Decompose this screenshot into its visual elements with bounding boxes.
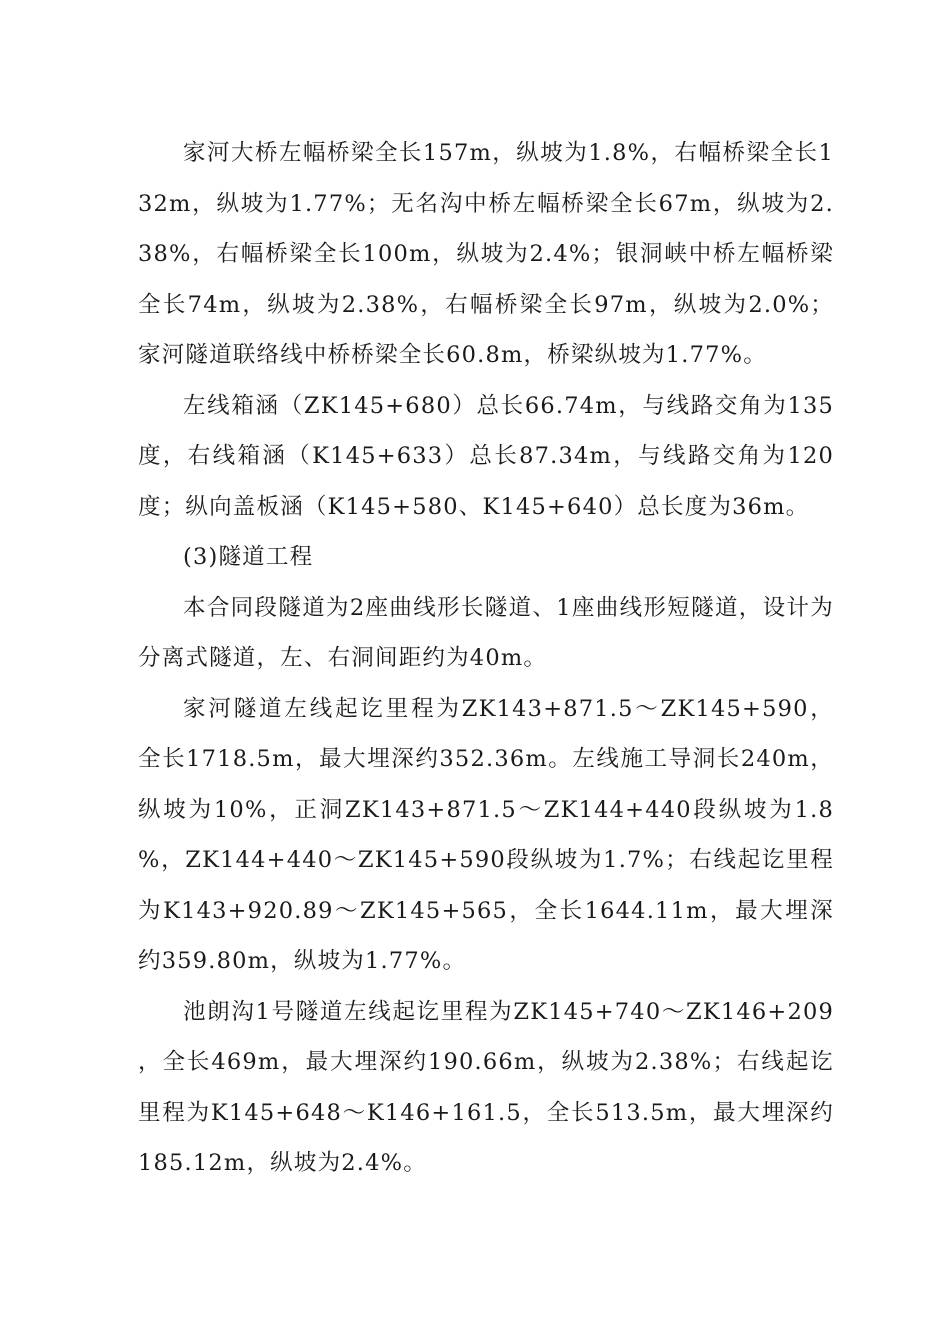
paragraph-tunnel-overview: 本合同段隧道为2座曲线形长隧道、1座曲线形短隧道，设计为分离式隧道，左、右洞间距约为40m。 xyxy=(138,594,834,671)
section-heading-tunnels: (3)隧道工程 xyxy=(183,544,314,570)
paragraph-culverts: 左线箱涵（ZK145+680）总长66.74m，与线路交角为135度，右线箱涵（K145+633）总长87.34m，与线路交角为120度；纵向盖板涵（K145+580、K145+640）总长度为36m。 xyxy=(138,392,834,520)
paragraph-jiahe-tunnel: 家河隧道左线起讫里程为ZK143+871.5～ZK145+590，全长1718.5m，最大埋深约352.36m。左线施工导洞长240m，纵坡为10%，正洞ZK143+871.5～ZK144+440段纵坡为1.8%，ZK144+440～ZK145+590段纵坡为1.7%；右线起讫里程为K143+920.89～ZK145+565，全长1644.11m，最大埋深约359.80m，纵坡为1.77%。 xyxy=(138,695,834,974)
document-body xyxy=(138,128,834,1189)
paragraph-chilanggou-tunnel: 池朗沟1号隧道左线起讫里程为ZK145+740～ZK146+209，全长469m，最大埋深约190.66m，纵坡为2.38%；右线起讫里程为K145+648～K146+161.5，全长513.5m，最大埋深约185.12m，纵坡为2.4%。 xyxy=(138,998,834,1176)
paragraph-bridges: 家河大桥左幅桥梁全长157m，纵坡为1.8%，右幅桥梁全长132m，纵坡为1.77%；无名沟中桥左幅桥梁全长67m，纵坡为2.38%，右幅桥梁全长100m，纵坡为2.4%；银洞峡中桥左幅桥梁全长74m，纵坡为2.38%，右幅桥梁全长97m，纵坡为2.0%；家河隧道联络线中桥桥梁全长60.8m，桥梁纵坡为1.77%。 xyxy=(138,140,834,368)
